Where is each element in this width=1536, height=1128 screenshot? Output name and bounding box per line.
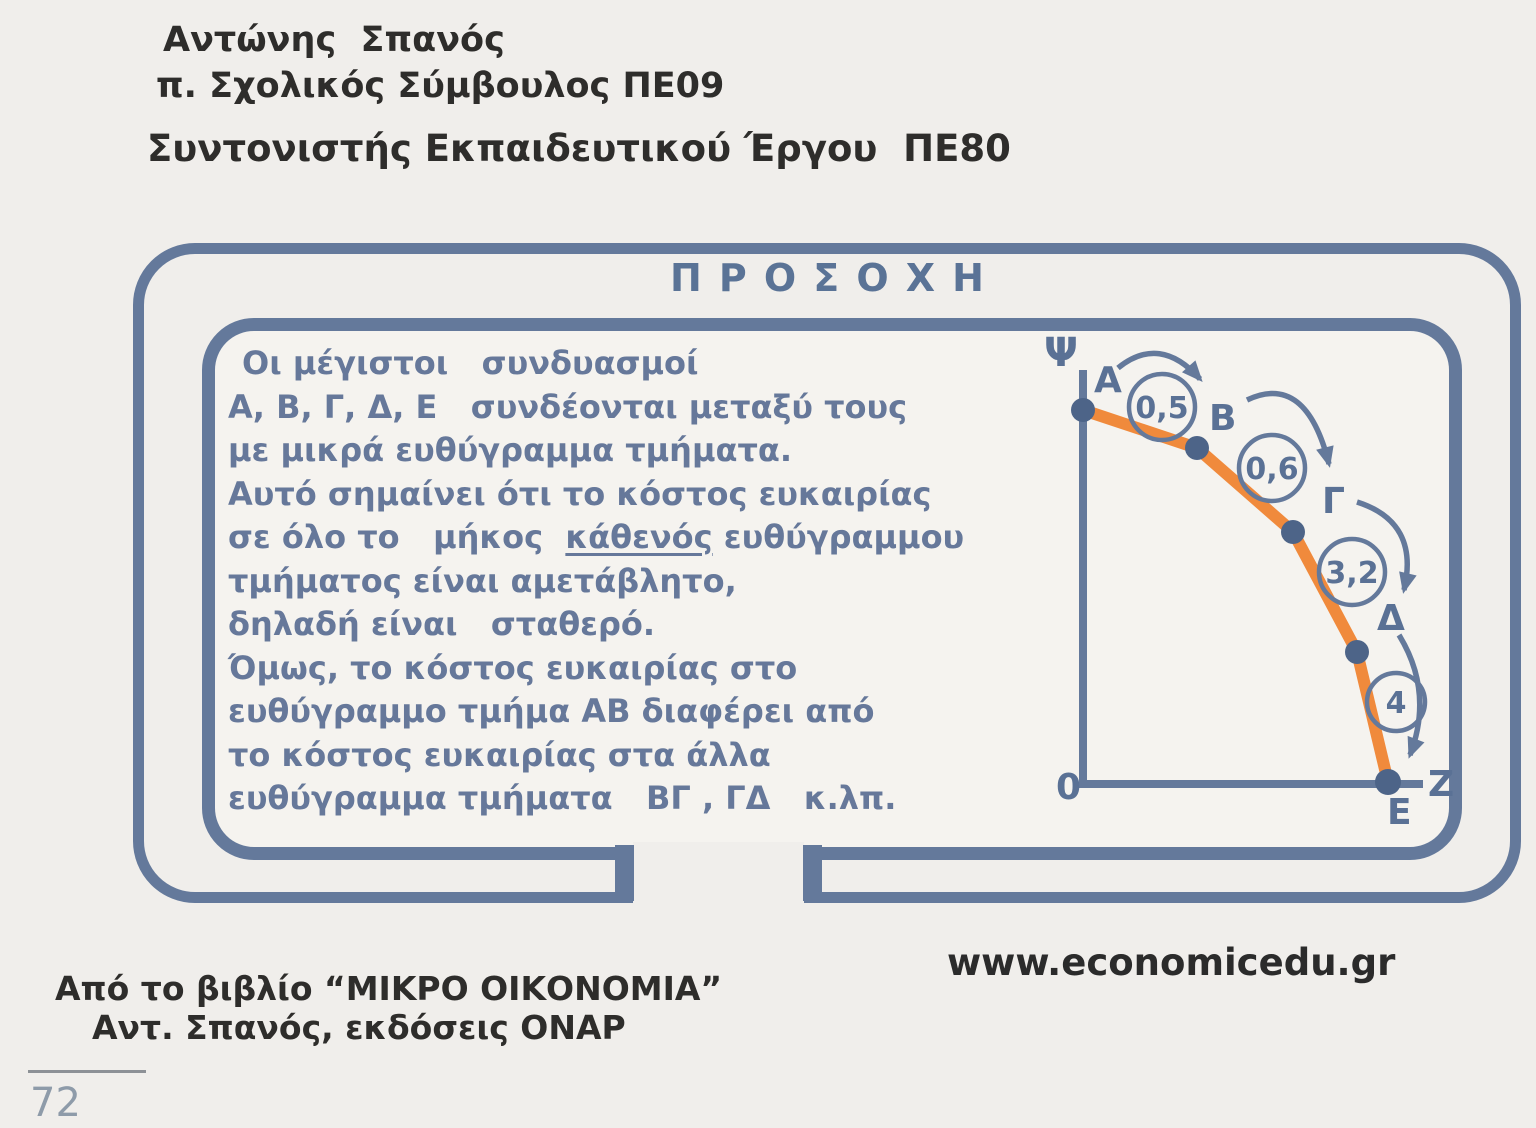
attention-text-block xyxy=(228,342,1040,821)
body-line: με μικρά ευθύγραμμα τμήματα. xyxy=(228,431,793,469)
cost-value-3: 3,2 xyxy=(1325,556,1379,591)
author-name: Αντώνης Σπανός xyxy=(163,20,505,60)
website-url: www.economicedu.gr xyxy=(947,941,1396,984)
body-line: ευθύγραμμο τμήμα ΑΒ διαφέρει από xyxy=(228,692,875,730)
label-e: Ε xyxy=(1387,792,1412,833)
body-line: Οι μέγιστοι συνδυασμοί xyxy=(242,344,699,382)
body-line: Όμως, το κόστος ευκαιρίας στο xyxy=(228,648,798,687)
point-g xyxy=(1281,520,1305,544)
point-b xyxy=(1185,436,1209,460)
label-a: Α xyxy=(1094,360,1122,401)
ppf-graph xyxy=(1030,330,1460,833)
body-line: τμήματος είναι αμετάβλητο, xyxy=(228,561,737,600)
page-number: 72 xyxy=(30,1080,81,1126)
underlined-word: κάθενός xyxy=(565,518,713,556)
gap-left-cap xyxy=(615,845,634,901)
book-source-line1: Από το βιβλίο “ΜΙΚΡΟ ΟΙΚΟΝΟΜΙΑ” xyxy=(55,969,723,1008)
body-line-underlined xyxy=(228,516,1040,560)
label-d: Δ xyxy=(1377,598,1405,639)
author-role-2: Συντονιστής Εκπαιδευτικού Έργου ΠΕ80 xyxy=(147,127,1011,170)
author-role-1: π. Σχολικός Σύμβουλος ΠΕ09 xyxy=(156,66,725,106)
point-a xyxy=(1071,398,1095,422)
body-line: Αυτό σημαίνει ότι το κόστος ευκαιρίας xyxy=(228,474,932,513)
book-source-line2: Αντ. Σπανός, εκδόσεις ΟΝΑΡ xyxy=(92,1008,626,1047)
body-line: ευθύγραμμα τμήματα ΒΓ , ΓΔ κ.λπ. xyxy=(228,779,897,817)
page-number-divider xyxy=(28,1070,146,1073)
x-axis-label: Ζ xyxy=(1428,764,1455,805)
body-line: Α, Β, Γ, Δ, Ε συνδέονται μεταξύ τους xyxy=(228,387,908,426)
y-axis-label: Ψ xyxy=(1044,330,1078,376)
gap-right-cap xyxy=(803,845,822,901)
label-b: Β xyxy=(1209,398,1237,439)
callout-bottom-gap xyxy=(633,842,804,906)
cost-value-1: 0,5 xyxy=(1135,391,1189,426)
body-line: δηλαδή είναι σταθερό. xyxy=(228,605,656,643)
origin-label: 0 xyxy=(1056,767,1082,808)
line-pre: σε όλο το μήκος xyxy=(228,518,566,556)
point-d xyxy=(1345,640,1369,664)
label-g: Γ xyxy=(1322,481,1345,522)
cost-value-2: 0,6 xyxy=(1245,452,1299,487)
line-post: ευθύγραμμου xyxy=(712,518,965,556)
body-line: το κόστος ευκαιρίας στα άλλα xyxy=(228,735,771,774)
attention-title: ΠΡΟΣΟΧΗ xyxy=(670,256,1002,300)
ppf-curve xyxy=(1083,410,1388,782)
cost-value-4: 4 xyxy=(1385,686,1407,721)
